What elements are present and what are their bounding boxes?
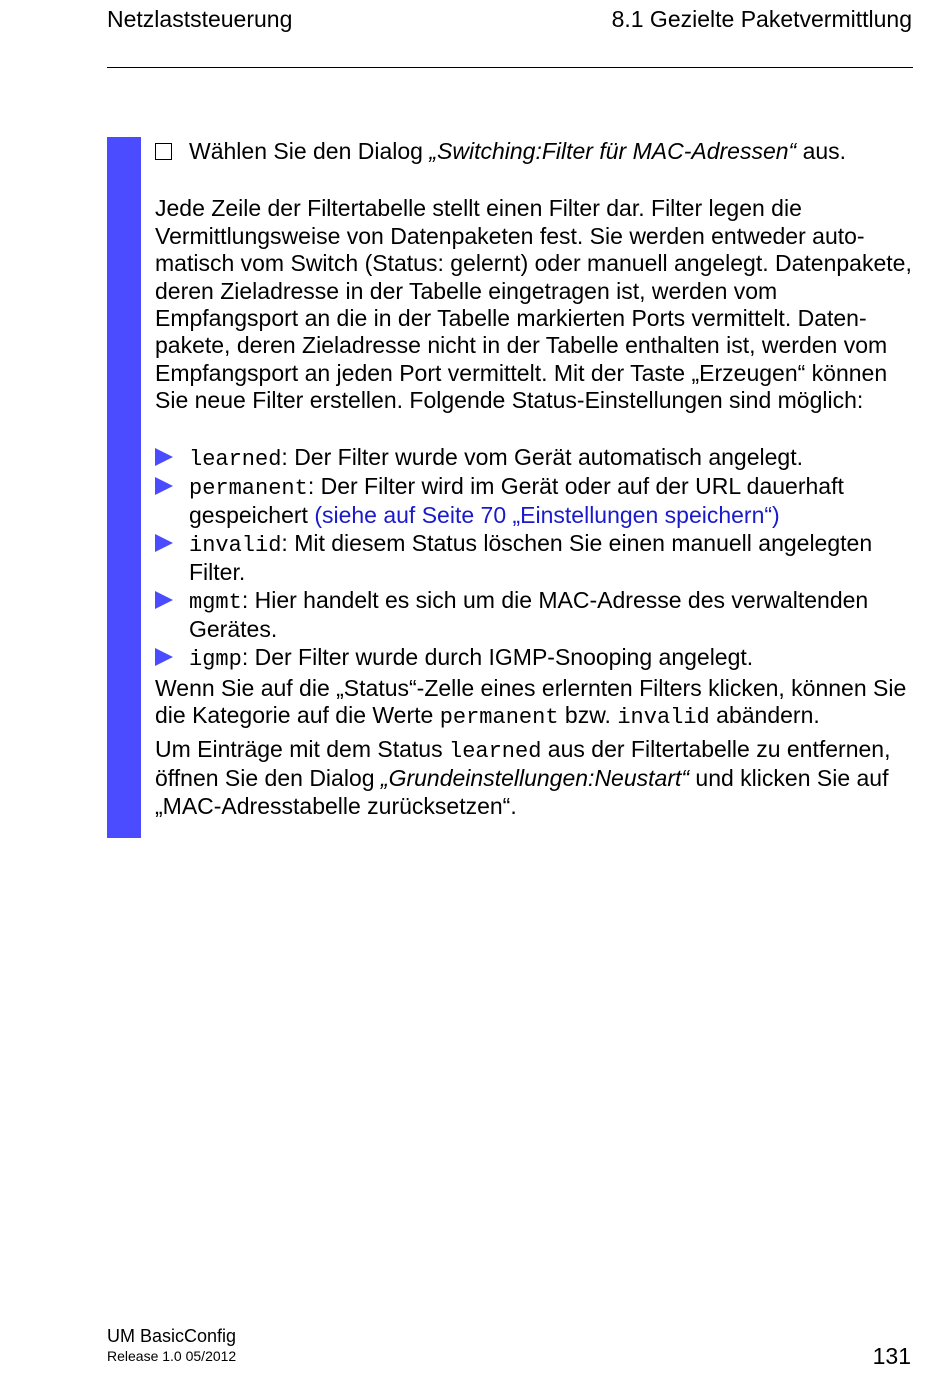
status-code: invalid <box>617 705 710 731</box>
list-item-text <box>189 530 915 587</box>
list-item-text <box>189 587 915 644</box>
status-change-paragraph <box>155 675 915 732</box>
running-header-right: 8.1 Gezielte Paketvermittlung <box>611 6 912 32</box>
description-paragraph: Jede Zeile der Filtertabelle stellt einen Filter dar. Filter legen die Vermittlungsweise von Datenpaketen fest. Sie werden entweder automatisch vom Switch (Status: gelernt) oder manuell angelegt. Datenpakete, deren Zieladresse in der Tabelle eingetragen ist, werden vom Empfangsport an die in der Tabelle markierten Ports vermittelt. Datenpakete, deren Zieladresse nicht in der Tabelle enthalten ist, werden vom Empfangsport an jeden Port vermittelt. Mit der Taste „Erzeugen“ können Sie neue Filter erstellen. Folgende Status-Einstellungen sind möglich: <box>155 195 912 414</box>
status-description: : Der Filter wurde vom Gerät automatisch angelegt. <box>281 443 803 470</box>
text-segment: bzw. <box>558 702 618 729</box>
list-item <box>155 587 915 644</box>
status-code: invalid <box>189 532 282 558</box>
step-prefix: Wählen Sie den Dialog <box>189 138 430 164</box>
reset-table-paragraph <box>155 736 915 820</box>
status-description: : Der Filter wird im Gerät oder auf der URL dauerhaft gespeichert <box>189 473 844 529</box>
list-item-text <box>189 444 803 473</box>
text-segment: Um Einträge mit dem Status <box>155 735 449 762</box>
status-code: mgmt <box>189 589 242 615</box>
instruction-side-bar <box>107 137 141 838</box>
status-list <box>155 444 915 673</box>
status-code: igmp <box>189 646 242 672</box>
instruction-step <box>155 138 915 165</box>
text-segment: aus der Filtertabelle zu entfernen, öffnen Sie den Dialog <box>155 735 891 792</box>
list-item <box>155 644 915 673</box>
step-suffix: aus. <box>796 138 847 164</box>
status-code: permanent <box>439 705 559 731</box>
footer-document-title: UM BasicConfig <box>107 1326 237 1346</box>
triangle-bullet-icon <box>155 591 173 609</box>
page-number: 131 <box>872 1343 911 1369</box>
status-description: : Hier handelt es sich um die MAC-Adresse des verwaltenden Gerätes. <box>189 586 869 643</box>
list-item <box>155 444 915 473</box>
status-code: learned <box>189 446 282 472</box>
dialog-name: „Switching:Filter für MAC-Adressen“ <box>429 138 797 164</box>
running-header-left: Netzlaststeuerung <box>107 6 293 32</box>
list-item <box>155 530 915 587</box>
triangle-bullet-icon <box>155 534 173 552</box>
dialog-name: „Grundeinstellungen:Neustart“ <box>380 765 690 792</box>
footer-release: Release 1.0 05/2012 <box>107 1348 237 1364</box>
triangle-bullet-icon <box>155 448 173 466</box>
step-text <box>189 138 846 165</box>
list-item-text <box>189 473 915 530</box>
triangle-bullet-icon <box>155 648 173 666</box>
status-description: : Mit diesem Status löschen Sie einen manuell angelegten Filter. <box>189 529 873 586</box>
status-code: permanent <box>189 476 308 502</box>
list-item <box>155 473 915 530</box>
header-divider <box>107 67 913 68</box>
main-content <box>155 138 915 820</box>
status-code: learned <box>449 738 542 764</box>
status-description: : Der Filter wurde durch IGMP-Snooping angelegt. <box>241 643 754 670</box>
cross-reference-link[interactable]: (siehe auf Seite 70 „Einstellungen speichern“) <box>314 502 780 529</box>
text-segment: Wenn Sie auf die „Status“-Zelle eines erlernten Filters klicken, können Sie die Kategorie auf die Werte <box>155 674 907 729</box>
list-item-text <box>189 644 753 673</box>
text-segment: und klicken Sie auf „MAC-Adresstabelle zurücksetzen“. <box>155 765 889 819</box>
checkbox-icon <box>155 143 172 160</box>
triangle-bullet-icon <box>155 477 173 495</box>
text-segment: abändern. <box>709 702 820 729</box>
